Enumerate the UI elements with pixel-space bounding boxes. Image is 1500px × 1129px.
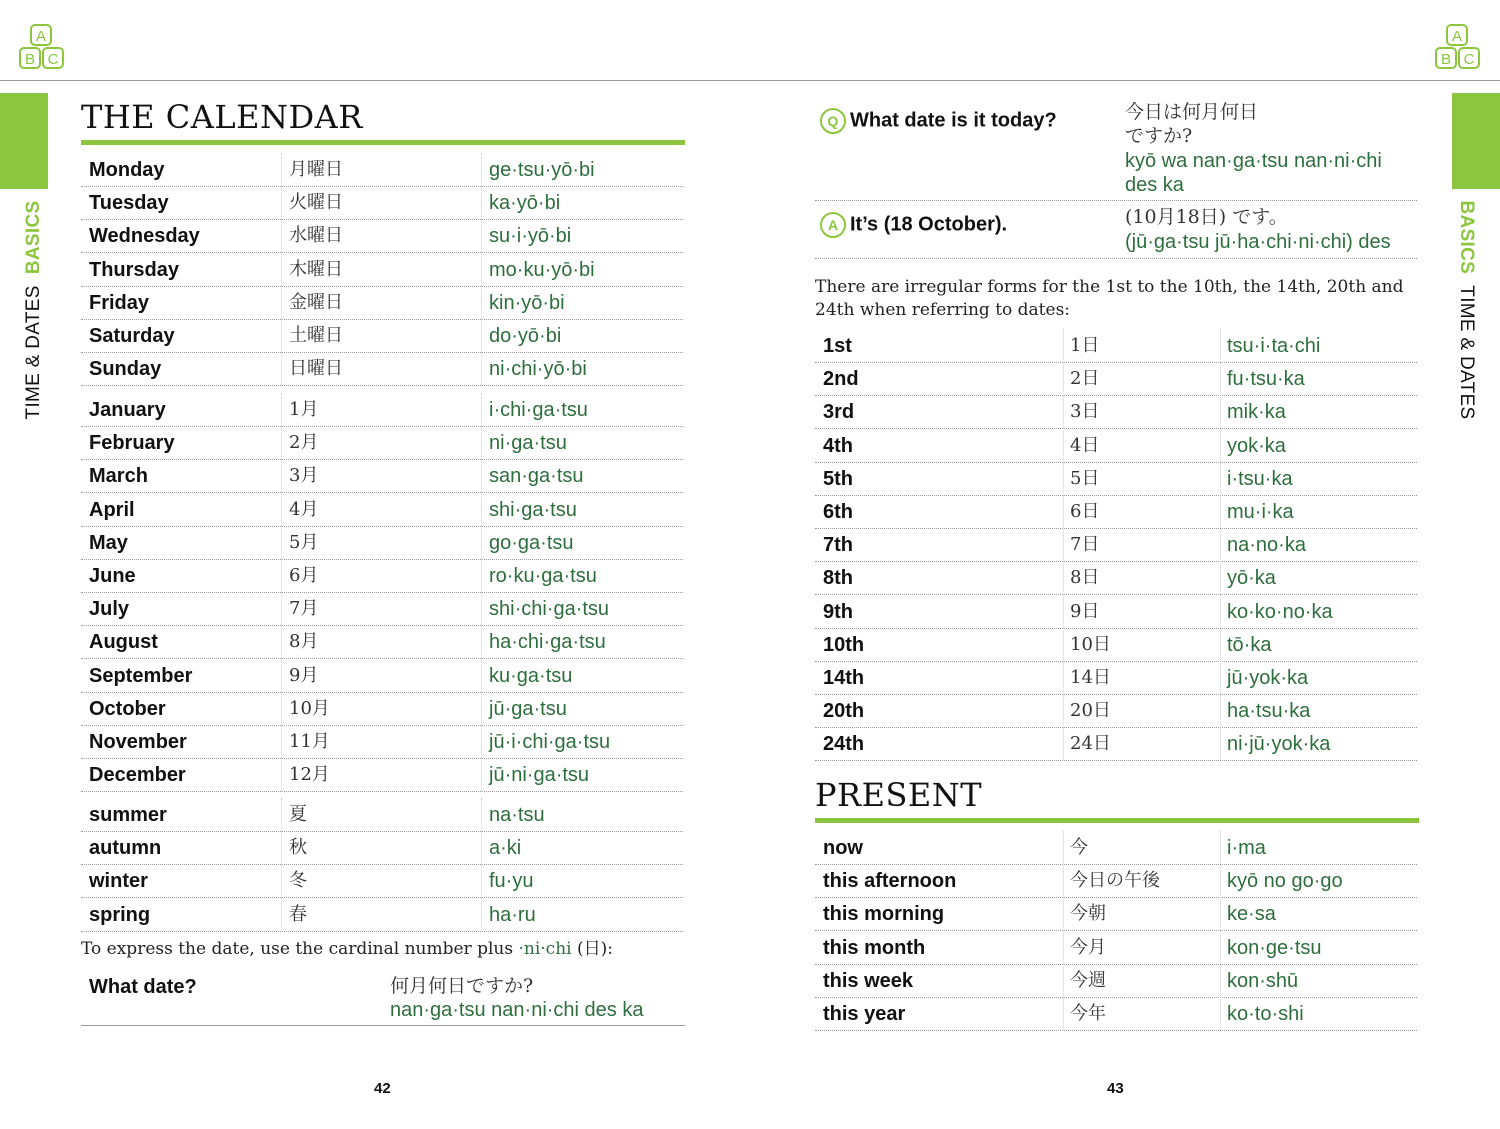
vocab-row bbox=[81, 625, 683, 659]
english-term: Saturday bbox=[89, 325, 175, 347]
english-term: May bbox=[89, 531, 128, 554]
english-term: spring bbox=[89, 903, 151, 926]
english-term: 20th bbox=[823, 700, 865, 723]
english-term: 10th bbox=[823, 633, 865, 656]
title-underline bbox=[81, 140, 685, 145]
date-note bbox=[81, 938, 691, 961]
romaji-term: do·yō·bi bbox=[489, 325, 562, 347]
vocab-row bbox=[81, 493, 683, 527]
english-term: this month bbox=[823, 936, 926, 959]
divider bbox=[815, 258, 1417, 259]
romaji-term: ha·chi·ga·tsu bbox=[489, 631, 606, 654]
english-term: summer bbox=[89, 804, 167, 826]
romaji-term: ni·chi·yō·bi bbox=[489, 358, 587, 381]
romaji-term: a·ki bbox=[489, 837, 522, 860]
english-term: June bbox=[89, 565, 136, 587]
japanese-term: 水曜日 bbox=[289, 225, 343, 247]
date-note-kanji: (日): bbox=[571, 939, 613, 959]
english-term: 1st bbox=[823, 335, 852, 357]
vocab-row bbox=[81, 559, 683, 593]
japanese-term: 5日 bbox=[1070, 467, 1100, 489]
column-separator bbox=[481, 393, 483, 791]
english-term: August bbox=[89, 631, 158, 654]
vocab-row bbox=[81, 186, 683, 220]
japanese-term: 今週 bbox=[1070, 969, 1106, 991]
japanese-term: 春 bbox=[289, 903, 307, 925]
answer-japanese: (10月18日) です。 bbox=[1125, 206, 1288, 228]
english-term: February bbox=[89, 432, 175, 455]
romaji-term: fu·yu bbox=[489, 870, 534, 893]
section-label-primary: BASICS bbox=[23, 200, 44, 275]
vocab-row bbox=[81, 798, 683, 832]
vocab-row bbox=[81, 393, 683, 427]
romaji-term: jū·ni·ga·tsu bbox=[489, 764, 590, 787]
present-underline bbox=[815, 818, 1419, 823]
column-separator bbox=[1220, 831, 1222, 1030]
vocab-row bbox=[81, 592, 683, 626]
english-term: 8th bbox=[823, 567, 853, 590]
what-date-romaji: nan·ga·tsu nan·ni·chi des ka bbox=[390, 999, 644, 1021]
what-date-english: What date? bbox=[89, 976, 197, 998]
column-separator bbox=[1220, 329, 1222, 760]
column-separator bbox=[1063, 831, 1065, 1030]
japanese-term: 12月 bbox=[289, 764, 330, 786]
japanese-term: 今 bbox=[1070, 837, 1088, 858]
romaji-term: kyō no go·go bbox=[1227, 870, 1343, 893]
vocab-row bbox=[81, 319, 683, 353]
section-label-primary: BASICS bbox=[1456, 200, 1477, 275]
vocab-row bbox=[81, 831, 683, 865]
column-separator bbox=[481, 798, 483, 930]
romaji-term: ke·sa bbox=[1227, 903, 1276, 926]
vocab-row bbox=[815, 329, 1417, 363]
vocab-row bbox=[815, 528, 1417, 562]
vocab-row bbox=[815, 561, 1417, 595]
japanese-term: 今日の午後 bbox=[1070, 870, 1160, 892]
romaji-term: su·i·yō·bi bbox=[489, 225, 572, 248]
romaji-term: yok·ka bbox=[1227, 434, 1286, 457]
japanese-term: 10日 bbox=[1070, 633, 1111, 655]
english-term: October bbox=[89, 697, 166, 720]
romaji-term: i·chi·ga·tsu bbox=[489, 399, 588, 421]
vocab-row bbox=[815, 495, 1417, 529]
section-label-left bbox=[23, 201, 45, 420]
english-term: 6th bbox=[823, 501, 853, 523]
what-date-japanese: 何月何日ですか? bbox=[390, 975, 534, 997]
vocab-row bbox=[815, 362, 1417, 396]
date-note-text: To express the date, use the cardinal number plus bbox=[81, 939, 519, 959]
english-term: 5th bbox=[823, 467, 853, 490]
vocab-row bbox=[815, 395, 1417, 429]
vocab-row bbox=[815, 864, 1417, 898]
english-term: Wednesday bbox=[89, 225, 200, 248]
japanese-term: 6日 bbox=[1070, 501, 1100, 522]
vocab-row bbox=[815, 628, 1417, 662]
section-label-secondary: TIME & DATES bbox=[23, 285, 44, 420]
japanese-term: 4日 bbox=[1070, 434, 1100, 456]
romaji-term: fu·tsu·ka bbox=[1227, 368, 1305, 391]
abc-blocks-icon bbox=[18, 22, 66, 70]
romaji-term: kin·yō·bi bbox=[489, 291, 565, 314]
romaji-term: ge·tsu·yō·bi bbox=[489, 159, 595, 181]
vocab-row bbox=[81, 659, 683, 693]
english-term: 14th bbox=[823, 667, 865, 689]
svg-text:A: A bbox=[1451, 28, 1463, 45]
column-separator bbox=[281, 393, 283, 791]
japanese-term: 金曜日 bbox=[289, 291, 343, 313]
english-term: Monday bbox=[89, 159, 165, 181]
romaji-term: yō·ka bbox=[1227, 567, 1276, 590]
japanese-term: 14日 bbox=[1070, 667, 1111, 688]
japanese-term: 1月 bbox=[289, 399, 319, 420]
japanese-term: 月曜日 bbox=[289, 159, 343, 180]
japanese-term: 土曜日 bbox=[289, 325, 343, 346]
english-term: 7th bbox=[823, 534, 853, 557]
vocab-row bbox=[815, 997, 1417, 1031]
english-term: 9th bbox=[823, 600, 853, 623]
japanese-term: 20日 bbox=[1070, 700, 1111, 722]
romaji-term: mo·ku·yō·bi bbox=[489, 258, 595, 281]
japanese-term: 6月 bbox=[289, 565, 319, 586]
vocab-row bbox=[81, 725, 683, 759]
section-tab-right bbox=[1452, 93, 1500, 189]
english-term: winter bbox=[89, 870, 148, 893]
japanese-term: 10月 bbox=[289, 697, 330, 719]
answer-english: It’s (18 October). bbox=[850, 213, 1008, 236]
romaji-term: kon·ge·tsu bbox=[1227, 936, 1322, 959]
japanese-term: 8日 bbox=[1070, 567, 1100, 589]
question-romaji-line1: kyō wa nan·ga·tsu nan·ni·chi bbox=[1125, 150, 1382, 172]
english-term: Sunday bbox=[89, 358, 162, 381]
english-term: autumn bbox=[89, 837, 162, 860]
english-term: Tuesday bbox=[89, 192, 169, 215]
japanese-term: 火曜日 bbox=[289, 192, 343, 214]
english-term: November bbox=[89, 731, 187, 753]
english-term: 4th bbox=[823, 434, 853, 457]
english-term: Thursday bbox=[89, 258, 180, 281]
japanese-term: 5月 bbox=[289, 531, 319, 553]
romaji-term: ka·yō·bi bbox=[489, 192, 561, 215]
romaji-term: jū·ga·tsu bbox=[489, 697, 567, 720]
svg-text:C: C bbox=[47, 51, 59, 68]
vocab-row bbox=[81, 219, 683, 253]
english-term: 24th bbox=[823, 733, 865, 756]
english-term: Friday bbox=[89, 291, 150, 314]
japanese-term: 2月 bbox=[289, 432, 319, 454]
svg-text:A: A bbox=[35, 28, 47, 45]
vocab-row bbox=[81, 286, 683, 320]
japanese-term: 9日 bbox=[1070, 600, 1100, 622]
vocab-row bbox=[815, 462, 1417, 496]
english-term: this morning bbox=[823, 903, 945, 926]
vocab-row bbox=[81, 692, 683, 726]
vocab-row bbox=[815, 931, 1417, 965]
vocab-row bbox=[815, 595, 1417, 629]
japanese-term: 4月 bbox=[289, 498, 319, 520]
question-japanese-line1: 今日は何月何日 bbox=[1125, 101, 1259, 123]
english-term: now bbox=[823, 837, 863, 859]
svg-text:B: B bbox=[24, 51, 36, 68]
japanese-term: 11月 bbox=[289, 731, 330, 752]
english-term: 2nd bbox=[823, 368, 859, 391]
japanese-term: 24日 bbox=[1070, 733, 1111, 755]
japanese-term: 7日 bbox=[1070, 534, 1100, 556]
romaji-term: i·ma bbox=[1227, 837, 1266, 859]
japanese-term: 今年 bbox=[1070, 1003, 1106, 1024]
answer-romaji: (jū·ga·tsu jū·ha·chi·ni·chi) des bbox=[1125, 231, 1391, 253]
romaji-term: na·no·ka bbox=[1227, 534, 1306, 557]
japanese-term: 秋 bbox=[289, 837, 307, 859]
english-term: September bbox=[89, 664, 193, 687]
vocab-row bbox=[81, 526, 683, 560]
romaji-term: shi·chi·ga·tsu bbox=[489, 598, 610, 621]
romaji-term: jū·i·chi·ga·tsu bbox=[489, 731, 611, 753]
vocab-row bbox=[81, 864, 683, 898]
japanese-term: 3月 bbox=[289, 465, 319, 487]
japanese-term: 冬 bbox=[289, 870, 307, 892]
divider bbox=[81, 1025, 685, 1026]
irregular-note: There are irregular forms for the 1st to the 10th, the 14th, 20th and 24th when referring to dates: bbox=[815, 277, 1404, 320]
romaji-term: i·tsu·ka bbox=[1227, 467, 1293, 490]
japanese-term: 夏 bbox=[289, 804, 307, 825]
column-separator bbox=[1063, 329, 1065, 760]
romaji-term: mik·ka bbox=[1227, 401, 1286, 424]
romaji-term: jū·yok·ka bbox=[1227, 667, 1309, 689]
question-japanese-line2: ですか? bbox=[1125, 125, 1193, 147]
vocab-row bbox=[815, 831, 1417, 865]
romaji-term: mu·i·ka bbox=[1227, 501, 1294, 523]
question-row bbox=[820, 108, 1057, 134]
romaji-term: na·tsu bbox=[489, 804, 545, 826]
vocab-row bbox=[815, 964, 1417, 998]
romaji-term: kon·shū bbox=[1227, 969, 1299, 992]
japanese-term: 9月 bbox=[289, 664, 319, 686]
question-romaji-line2: des ka bbox=[1125, 174, 1184, 196]
romaji-term: ha·tsu·ka bbox=[1227, 700, 1311, 723]
section-label-right bbox=[1455, 201, 1477, 420]
romaji-term: ni·ga·tsu bbox=[489, 432, 567, 455]
japanese-term: 8月 bbox=[289, 631, 319, 653]
english-term: 3rd bbox=[823, 401, 855, 424]
vocab-row bbox=[815, 429, 1417, 463]
vocab-row bbox=[81, 426, 683, 460]
japanese-term: 木曜日 bbox=[289, 258, 343, 280]
japanese-term: 1日 bbox=[1070, 335, 1100, 356]
vocab-row bbox=[81, 758, 683, 792]
column-separator bbox=[481, 153, 483, 385]
question-badge-icon: Q bbox=[820, 108, 846, 134]
page-number: 43 bbox=[1107, 1080, 1124, 1097]
divider bbox=[815, 200, 1417, 201]
vocab-row bbox=[815, 897, 1417, 931]
present-title: PRESENT bbox=[815, 776, 983, 814]
vocab-row bbox=[815, 661, 1417, 695]
romaji-term: ko·to·shi bbox=[1227, 1003, 1304, 1025]
english-term: this week bbox=[823, 969, 914, 992]
romaji-term: shi·ga·tsu bbox=[489, 498, 577, 521]
english-term: March bbox=[89, 465, 148, 488]
abc-blocks-icon bbox=[1434, 22, 1482, 70]
vocab-row bbox=[81, 898, 683, 932]
english-term: January bbox=[89, 399, 166, 421]
romaji-term: tsu·i·ta·chi bbox=[1227, 335, 1321, 357]
section-tab-left bbox=[0, 93, 48, 189]
svg-text:B: B bbox=[1440, 51, 1452, 68]
romaji-term: san·ga·tsu bbox=[489, 465, 584, 488]
vocab-row bbox=[81, 153, 683, 187]
page-title: THE CALENDAR bbox=[81, 98, 363, 136]
japanese-term: 今月 bbox=[1070, 936, 1106, 958]
question-english: What date is it today? bbox=[850, 109, 1057, 132]
svg-text:C: C bbox=[1463, 51, 1475, 68]
answer-row bbox=[820, 212, 1007, 238]
page-top-rule bbox=[0, 80, 1500, 81]
japanese-term: 2日 bbox=[1070, 368, 1100, 390]
english-term: July bbox=[89, 598, 130, 621]
vocab-row bbox=[815, 727, 1417, 761]
english-term: this afternoon bbox=[823, 870, 957, 893]
romaji-term: ni·jū·yok·ka bbox=[1227, 733, 1331, 756]
vocab-row bbox=[815, 694, 1417, 728]
japanese-term: 7月 bbox=[289, 598, 319, 620]
vocab-row bbox=[81, 253, 683, 287]
answer-badge-icon: A bbox=[820, 212, 846, 238]
japanese-term: 日曜日 bbox=[289, 358, 343, 380]
vocab-row bbox=[81, 459, 683, 493]
english-term: this year bbox=[823, 1003, 906, 1025]
column-separator bbox=[281, 798, 283, 930]
english-term: December bbox=[89, 764, 186, 787]
romaji-term: ko·ko·no·ka bbox=[1227, 600, 1333, 623]
romaji-term: ha·ru bbox=[489, 903, 536, 926]
romaji-term: ku·ga·tsu bbox=[489, 664, 573, 687]
section-label-secondary: TIME & DATES bbox=[1456, 285, 1477, 420]
column-separator bbox=[281, 153, 283, 385]
romaji-term: go·ga·tsu bbox=[489, 531, 574, 554]
date-note-romaji: ·ni·chi bbox=[518, 939, 572, 959]
vocab-row bbox=[81, 352, 683, 386]
page-number: 42 bbox=[374, 1080, 391, 1097]
romaji-term: tō·ka bbox=[1227, 633, 1272, 656]
japanese-term: 3日 bbox=[1070, 401, 1100, 423]
english-term: April bbox=[89, 498, 135, 521]
japanese-term: 今朝 bbox=[1070, 903, 1106, 925]
romaji-term: ro·ku·ga·tsu bbox=[489, 565, 597, 587]
